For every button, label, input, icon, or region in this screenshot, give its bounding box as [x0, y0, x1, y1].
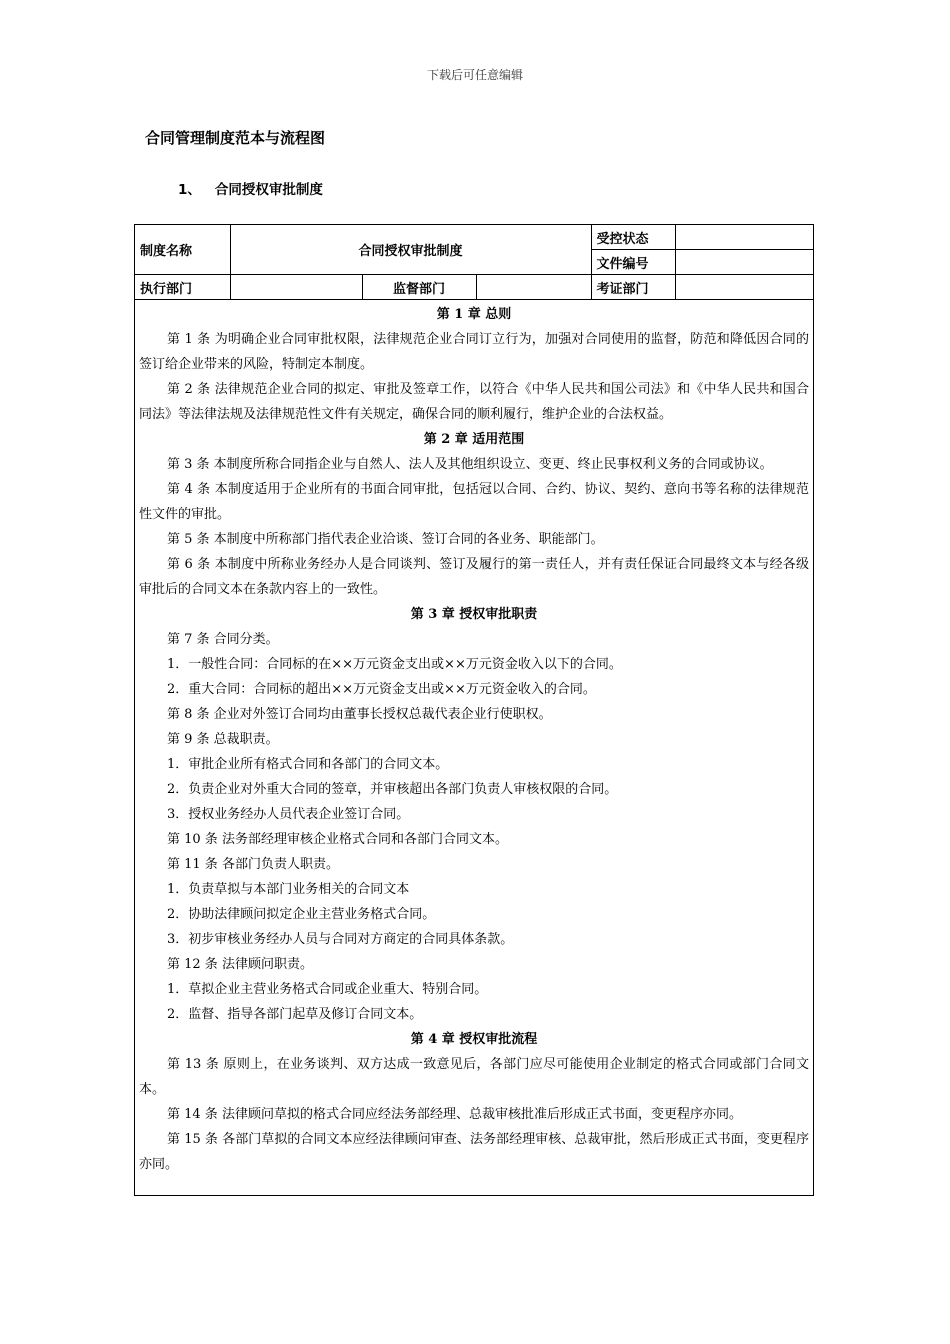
- article-paragraph: 第 9 条 总裁职责。: [167, 732, 279, 747]
- section-title-text: 合同授权审批制度: [214, 182, 323, 198]
- regulation-body: [139, 302, 809, 1177]
- article-paragraph: 第 11 条 各部门负责人职责。: [167, 857, 339, 872]
- article-paragraph: 第 2 条 法律规范企业合同的拟定、审批及签章工作，以符合《中华人民共和国公司法》和《中华人民共和国合同法》等法律法规及法律规范性文件有关规定，确保合同的顺利履行，维护企业的合法权益。: [139, 382, 809, 422]
- article-paragraph: 1．一般性合同：合同标的在××万元资金支出或××万元资金收入以下的合同。: [167, 657, 622, 672]
- article-paragraph: 1．草拟企业主营业务格式合同或企业重大、特别合同。: [167, 982, 488, 997]
- article-paragraph: 2．重大合同：合同标的超出××万元资金支出或××万元资金收入的合同。: [167, 682, 596, 697]
- chapter-heading: 第 2 章 适用范围: [423, 432, 525, 447]
- article-paragraph: 第 10 条 法务部经理审核企业格式合同和各部门合同文本。: [167, 832, 508, 847]
- verify-dept-value: [675, 275, 813, 300]
- status-value: [675, 225, 813, 250]
- article-paragraph: 第 13 条 原则上，在业务谈判、双方达成一致意见后，各部门应尽可能使用企业制定的格式合同或部门合同文本。: [139, 1057, 809, 1097]
- article-paragraph: 第 6 条 本制度中所称业务经办人是合同谈判、签订及履行的第一责任人，并有责任保证合同最终文本与经各级审批后的合同文本在条款内容上的一致性。: [139, 557, 809, 597]
- article-paragraph: 1．审批企业所有格式合同和各部门的合同文本。: [167, 757, 449, 772]
- exec-dept-label: 执行部门: [135, 275, 230, 300]
- article-paragraph: 3．初步审核业务经办人员与合同对方商定的合同具体条款。: [167, 932, 514, 947]
- article-paragraph: 第 1 条 为明确企业合同审批权限，法律规范企业合同订立行为，加强对合同使用的监督，防范和降低因合同的签订给企业带来的风险，特制定本制度。: [139, 332, 809, 372]
- article-paragraph: 第 14 条 法律顾问草拟的格式合同应经法务部经理、总裁审核批准后形成正式书面，变更程序亦同。: [167, 1107, 742, 1122]
- section-number: 1、: [178, 182, 201, 198]
- supervise-dept-value: [476, 275, 591, 300]
- doc-no-value: [675, 250, 813, 275]
- article-paragraph: 第 7 条 合同分类。: [167, 632, 279, 647]
- article-paragraph: 2．监督、指导各部门起草及修订合同文本。: [167, 1007, 423, 1022]
- header-note: 下载后可任意编辑: [426, 68, 523, 82]
- article-paragraph: 2．负责企业对外重大合同的签章，并审核超出各部门负责人审核权限的合同。: [167, 782, 618, 797]
- name-label: 制度名称: [135, 225, 230, 275]
- section-title: [178, 178, 323, 198]
- article-paragraph: 3．授权业务经办人员代表企业签订合同。: [167, 807, 410, 822]
- article-paragraph: 第 8 条 企业对外签订合同均由董事长授权总裁代表企业行使职权。: [167, 707, 552, 722]
- supervise-dept-label: 监督部门: [362, 275, 476, 300]
- article-paragraph: 第 5 条 本制度中所称部门指代表企业洽谈、签订合同的各业务、职能部门。: [167, 532, 604, 547]
- status-label: 受控状态: [591, 225, 675, 250]
- document-title: 合同管理制度范本与流程图: [145, 129, 326, 147]
- regulation-table: [134, 224, 814, 1196]
- article-paragraph: 第 3 条 本制度所称合同指企业与自然人、法人及其他组织设立、变更、终止民事权利义务的合同或协议。: [167, 457, 773, 472]
- exec-dept-value: [230, 275, 362, 300]
- chapter-heading: 第 1 章 总则: [436, 307, 512, 322]
- verify-dept-label: 考证部门: [591, 275, 675, 300]
- chapter-heading: 第 3 章 授权审批职责: [410, 607, 538, 622]
- article-paragraph: 第 15 条 各部门草拟的合同文本应经法律顾问审查、法务部经理审核、总裁审批，然后形成正式书面，变更程序亦同。: [139, 1132, 809, 1172]
- chapter-heading: 第 4 章 授权审批流程: [410, 1032, 538, 1047]
- article-paragraph: 第 12 条 法律顾问职责。: [167, 957, 313, 972]
- doc-no-label: 文件编号: [591, 250, 675, 275]
- name-value: 合同授权审批制度: [230, 225, 591, 275]
- meta-table: [135, 225, 813, 300]
- article-paragraph: 1．负责草拟与本部门业务相关的合同文本: [167, 882, 410, 897]
- article-paragraph: 2．协助法律顾问拟定企业主营业务格式合同。: [167, 907, 436, 922]
- article-paragraph: 第 4 条 本制度适用于企业所有的书面合同审批，包括冠以合同、合约、协议、契约、意向书等名称的法律规范性文件的审批。: [139, 482, 809, 522]
